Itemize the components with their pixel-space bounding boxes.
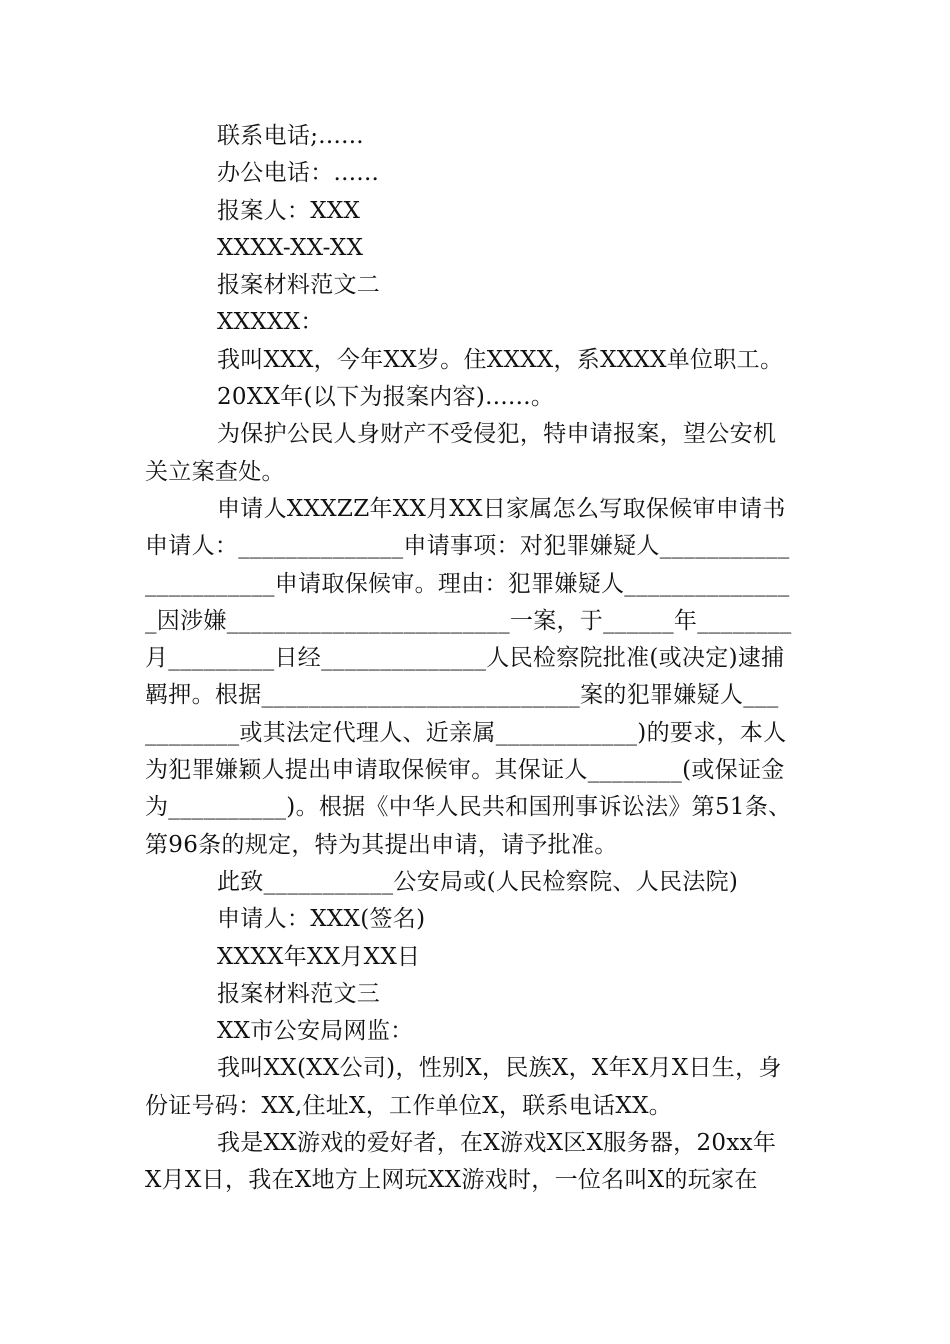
paragraph-line: X月X日，我在X地方上网玩XX游戏时，一位名叫X的玩家在: [145, 1167, 758, 1194]
paragraph-line: 第96条的规定，特为其提出申请，请予批准。: [145, 831, 618, 858]
section-heading-three: 报案材料范文三: [217, 980, 381, 1007]
paragraph-line: 关立案查处。: [145, 458, 285, 485]
section-heading-two: 报案材料范文二: [217, 272, 381, 299]
line-addressee: XXXXX：: [217, 309, 324, 336]
paragraph-line: 申请人：______________申请事项：对犯罪嫌疑人___________: [145, 533, 790, 560]
paragraph-line: 为犯罪嫌颖人提出申请取保候审。其保证人________(或保证金: [145, 757, 785, 784]
paragraph-line: 申请人XXXZZ年XX月XX日家属怎么写取保候审申请书: [217, 495, 786, 522]
paragraph-line: 20XX年(以下为报案内容)......。: [217, 384, 555, 411]
paragraph-line: 我是XX游戏的爱好者，在X游戏X区X服务器，20xx年: [217, 1130, 777, 1157]
paragraph-line: 此致___________公安局或(人民检察院、人民法院): [217, 868, 739, 895]
paragraph-line: 为__________)。根据《中华人民共和国刑事诉讼法》第51条、: [145, 794, 792, 821]
paragraph-line: _因涉嫌________________________一案，于______年________: [145, 607, 792, 634]
line-signature: 申请人：XXX(签名): [217, 906, 426, 933]
paragraph-line: 月_________日经______________人民检察院批准(或决定)逮捕: [145, 645, 785, 672]
paragraph-line: 我叫XX(XX公司)，性别X，民族X，X年X月X日生，身: [217, 1055, 782, 1082]
paragraph-line: 为保护公民人身财产不受侵犯，特申请报案，望公安机: [217, 421, 777, 448]
line-office-phone: 办公电话：......: [217, 160, 380, 187]
line-date: XXXX年XX月XX日: [217, 943, 421, 970]
document-body: [145, 118, 810, 1200]
paragraph-line: 羁押。根据___________________________案的犯罪嫌疑人___: [145, 682, 779, 709]
paragraph-line: ___________申请取保候审。理由：犯罪嫌疑人______________: [145, 570, 790, 597]
line-reporter: 报案人：XXX: [217, 197, 361, 224]
paragraph-line: 份证号码：XX,住址X，工作单位X，联系电话XX。: [145, 1092, 673, 1119]
paragraph-line: ________或其法定代理人、近亲属____________)的要求，本人: [145, 719, 787, 746]
line-date: XXXX-XX-XX: [217, 234, 364, 261]
paragraph-line: 我叫XXX，今年XX岁。住XXXX，系XXXX单位职工。: [217, 346, 784, 373]
line-addressee: XX市公安局网监：: [217, 1018, 414, 1045]
line-contact-phone: 联系电话;......: [217, 123, 364, 149]
